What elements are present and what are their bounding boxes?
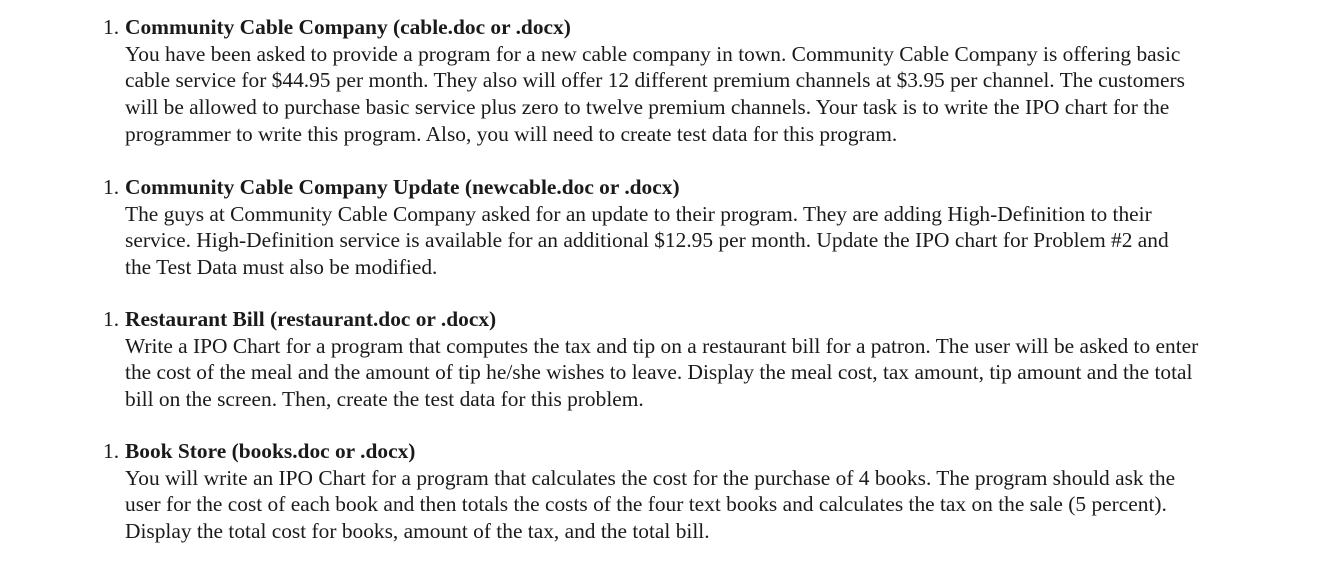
problem-text-line: Write a IPO Chart for a program that computes the tax and tip on a restaurant bill for a patron. The user will be asked to enter xyxy=(125,333,1199,358)
problem-text-line: bill on the screen. Then, create the test data for this problem. xyxy=(125,387,644,412)
problem-content xyxy=(125,438,1335,545)
problem-text-line: service. High-Definition service is available for an additional $12.95 per month. Update the IPO chart for Problem #2 and xyxy=(125,228,1169,253)
problem-text-line: The guys at Community Cable Company asked for an update to their program. They are adding High-Definition to their xyxy=(125,201,1152,226)
problem-text-line: Display the total cost for books, amount of the tax, and the total bill. xyxy=(125,519,710,544)
problem-title: Book Store (books.doc or .docx) xyxy=(125,439,416,463)
problem-content xyxy=(125,306,1335,413)
problem-text-line: programmer to write this program. Also, you will need to create test data for this program. xyxy=(125,121,898,146)
problem-content xyxy=(125,174,1335,281)
problem-title: Community Cable Company Update (newcable.doc or .docx) xyxy=(125,175,680,199)
problem-text-line: user for the cost of each book and then totals the costs of the four text books and calculates the tax on the sale (5 percent). xyxy=(125,492,1167,517)
problem-text-line: the cost of the meal and the amount of tip he/she wishes to leave. Display the meal cost, tax amount, tip amount and the total xyxy=(125,360,1193,385)
list-number: 1. xyxy=(103,307,120,331)
list-number: 1. xyxy=(103,439,120,463)
problem-title: Community Cable Company (cable.doc or .docx) xyxy=(125,15,571,39)
problem-title: Restaurant Bill (restaurant.doc or .docx) xyxy=(125,307,497,331)
problem-text-line: the Test Data must also be modified. xyxy=(125,255,438,280)
list-number: 1. xyxy=(103,175,120,199)
problem-text-line: You will write an IPO Chart for a program that calculates the cost for the purchase of 4 books. The program should ask the xyxy=(125,465,1176,490)
problem-content xyxy=(125,14,1335,148)
list-number: 1. xyxy=(103,15,120,39)
problem-text-line: will be allowed to purchase basic service plus zero to twelve premium channels. Your task is to write the IPO chart for the xyxy=(125,95,1170,120)
problem-text-line: cable service for $44.95 per month. They also will offer 12 different premium channels at $3.95 per channel. The customers xyxy=(125,68,1185,93)
problem-text-line: You have been asked to provide a program for a new cable company in town. Community Cable Company is offering basic xyxy=(125,41,1181,66)
